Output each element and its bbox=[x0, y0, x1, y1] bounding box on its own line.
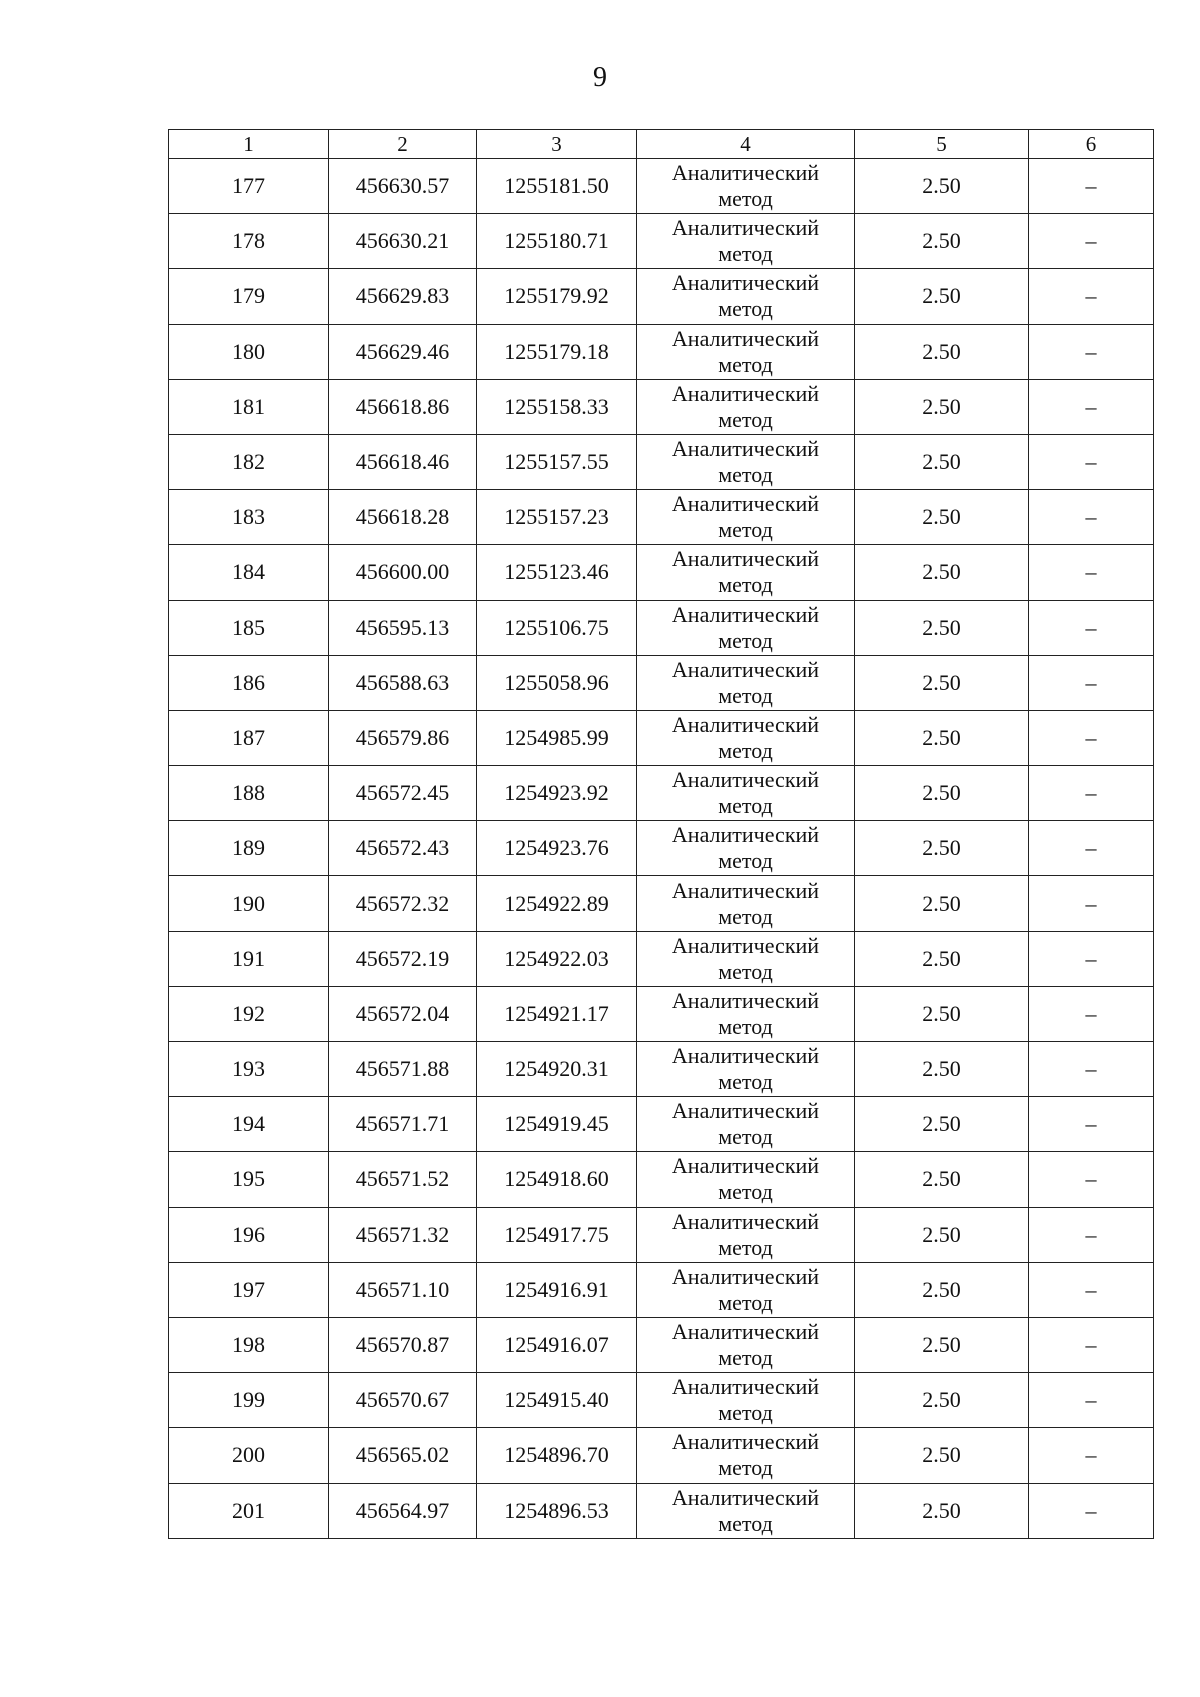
y-coordinate-cell: 1255180.71 bbox=[477, 214, 637, 269]
point-number-cell: 197 bbox=[169, 1262, 329, 1317]
table-row bbox=[169, 931, 1154, 986]
y-coordinate-cell: 1255106.75 bbox=[477, 600, 637, 655]
method-line-1: Аналитический bbox=[671, 160, 820, 186]
y-coordinate-cell: 1254917.75 bbox=[477, 1207, 637, 1262]
method-line-1: Аналитический bbox=[671, 877, 820, 903]
x-coordinate-cell: 456571.52 bbox=[329, 1152, 477, 1207]
method-line-1: Аналитический bbox=[671, 1153, 820, 1179]
note-cell: – bbox=[1029, 1152, 1154, 1207]
method-line-1: Аналитический bbox=[671, 1374, 820, 1400]
method-line-1: Аналитический bbox=[671, 546, 820, 572]
method-line-1: Аналитический bbox=[671, 822, 820, 848]
accuracy-cell: 2.50 bbox=[855, 986, 1029, 1041]
note-cell: – bbox=[1029, 1373, 1154, 1428]
method-cell bbox=[637, 1042, 855, 1097]
method-line-2: метод bbox=[718, 627, 773, 653]
point-number-cell: 180 bbox=[169, 324, 329, 379]
accuracy-cell: 2.50 bbox=[855, 269, 1029, 324]
method-cell bbox=[637, 324, 855, 379]
method-line-1: Аналитический bbox=[671, 1263, 820, 1289]
y-coordinate-cell: 1254919.45 bbox=[477, 1097, 637, 1152]
y-coordinate-cell: 1255058.96 bbox=[477, 655, 637, 710]
x-coordinate-cell: 456630.57 bbox=[329, 159, 477, 214]
y-coordinate-cell: 1254922.03 bbox=[477, 931, 637, 986]
y-coordinate-cell: 1254915.40 bbox=[477, 1373, 637, 1428]
table-row bbox=[169, 986, 1154, 1041]
method-cell bbox=[637, 1428, 855, 1483]
method-cell bbox=[637, 600, 855, 655]
y-coordinate-cell: 1255158.33 bbox=[477, 379, 637, 434]
method-line-2: метод bbox=[718, 1345, 773, 1371]
point-number-cell: 201 bbox=[169, 1483, 329, 1538]
method-line-2: метод bbox=[718, 296, 773, 322]
x-coordinate-cell: 456572.45 bbox=[329, 766, 477, 821]
point-number-cell: 179 bbox=[169, 269, 329, 324]
table-row bbox=[169, 490, 1154, 545]
method-line-2: метод bbox=[718, 1124, 773, 1150]
accuracy-cell: 2.50 bbox=[855, 1207, 1029, 1262]
x-coordinate-cell: 456588.63 bbox=[329, 655, 477, 710]
x-coordinate-cell: 456572.19 bbox=[329, 931, 477, 986]
method-cell bbox=[637, 1317, 855, 1372]
y-coordinate-cell: 1254921.17 bbox=[477, 986, 637, 1041]
point-number-cell: 200 bbox=[169, 1428, 329, 1483]
method-line-2: метод bbox=[718, 903, 773, 929]
table-row bbox=[169, 1097, 1154, 1152]
method-cell bbox=[637, 766, 855, 821]
table-row bbox=[169, 545, 1154, 600]
y-coordinate-cell: 1255157.55 bbox=[477, 434, 637, 489]
note-cell: – bbox=[1029, 710, 1154, 765]
accuracy-cell: 2.50 bbox=[855, 1373, 1029, 1428]
column-header-2: 2 bbox=[329, 130, 477, 159]
point-number-cell: 177 bbox=[169, 159, 329, 214]
x-coordinate-cell: 456572.32 bbox=[329, 876, 477, 931]
method-line-2: метод bbox=[718, 572, 773, 598]
method-cell bbox=[637, 1483, 855, 1538]
point-number-cell: 193 bbox=[169, 1042, 329, 1097]
method-line-1: Аналитический bbox=[671, 380, 820, 406]
method-line-2: метод bbox=[718, 351, 773, 377]
x-coordinate-cell: 456570.67 bbox=[329, 1373, 477, 1428]
table-row bbox=[169, 1317, 1154, 1372]
table-body bbox=[169, 159, 1154, 1539]
point-number-cell: 184 bbox=[169, 545, 329, 600]
note-cell: – bbox=[1029, 1207, 1154, 1262]
x-coordinate-cell: 456579.86 bbox=[329, 710, 477, 765]
method-line-1: Аналитический bbox=[671, 1429, 820, 1455]
note-cell: – bbox=[1029, 324, 1154, 379]
accuracy-cell: 2.50 bbox=[855, 490, 1029, 545]
method-cell bbox=[637, 1097, 855, 1152]
note-cell: – bbox=[1029, 1483, 1154, 1538]
method-line-2: метод bbox=[718, 1069, 773, 1095]
note-cell: – bbox=[1029, 545, 1154, 600]
point-number-cell: 198 bbox=[169, 1317, 329, 1372]
note-cell: – bbox=[1029, 490, 1154, 545]
y-coordinate-cell: 1255123.46 bbox=[477, 545, 637, 600]
x-coordinate-cell: 456629.83 bbox=[329, 269, 477, 324]
y-coordinate-cell: 1255181.50 bbox=[477, 159, 637, 214]
point-number-cell: 196 bbox=[169, 1207, 329, 1262]
accuracy-cell: 2.50 bbox=[855, 324, 1029, 379]
note-cell: – bbox=[1029, 1262, 1154, 1317]
accuracy-cell: 2.50 bbox=[855, 876, 1029, 931]
note-cell: – bbox=[1029, 269, 1154, 324]
point-number-cell: 188 bbox=[169, 766, 329, 821]
method-line-2: метод bbox=[718, 848, 773, 874]
table-row bbox=[169, 214, 1154, 269]
note-cell: – bbox=[1029, 655, 1154, 710]
note-cell: – bbox=[1029, 766, 1154, 821]
method-line-2: метод bbox=[718, 1400, 773, 1426]
note-cell: – bbox=[1029, 1042, 1154, 1097]
note-cell: – bbox=[1029, 1428, 1154, 1483]
note-cell: – bbox=[1029, 1097, 1154, 1152]
table-row bbox=[169, 710, 1154, 765]
method-line-1: Аналитический bbox=[671, 1319, 820, 1345]
x-coordinate-cell: 456571.88 bbox=[329, 1042, 477, 1097]
accuracy-cell: 2.50 bbox=[855, 710, 1029, 765]
y-coordinate-cell: 1254923.76 bbox=[477, 821, 637, 876]
point-number-cell: 182 bbox=[169, 434, 329, 489]
method-cell bbox=[637, 1207, 855, 1262]
point-number-cell: 185 bbox=[169, 600, 329, 655]
method-cell bbox=[637, 710, 855, 765]
page-number: 9 bbox=[593, 62, 607, 93]
method-line-1: Аналитический bbox=[671, 932, 820, 958]
x-coordinate-cell: 456571.32 bbox=[329, 1207, 477, 1262]
method-line-2: метод bbox=[718, 1510, 773, 1536]
method-line-2: метод bbox=[718, 186, 773, 212]
point-number-cell: 183 bbox=[169, 490, 329, 545]
method-cell bbox=[637, 876, 855, 931]
note-cell: – bbox=[1029, 931, 1154, 986]
accuracy-cell: 2.50 bbox=[855, 1042, 1029, 1097]
y-coordinate-cell: 1254922.89 bbox=[477, 876, 637, 931]
table-row bbox=[169, 1207, 1154, 1262]
point-number-cell: 199 bbox=[169, 1373, 329, 1428]
accuracy-cell: 2.50 bbox=[855, 655, 1029, 710]
method-line-2: метод bbox=[718, 517, 773, 543]
point-number-cell: 178 bbox=[169, 214, 329, 269]
y-coordinate-cell: 1255179.18 bbox=[477, 324, 637, 379]
point-number-cell: 195 bbox=[169, 1152, 329, 1207]
accuracy-cell: 2.50 bbox=[855, 1483, 1029, 1538]
table-row bbox=[169, 1483, 1154, 1538]
method-line-1: Аналитический bbox=[671, 325, 820, 351]
method-cell bbox=[637, 159, 855, 214]
method-line-1: Аналитический bbox=[671, 1043, 820, 1069]
accuracy-cell: 2.50 bbox=[855, 434, 1029, 489]
x-coordinate-cell: 456565.02 bbox=[329, 1428, 477, 1483]
x-coordinate-cell: 456595.13 bbox=[329, 600, 477, 655]
table-row bbox=[169, 1262, 1154, 1317]
accuracy-cell: 2.50 bbox=[855, 214, 1029, 269]
table-row bbox=[169, 766, 1154, 821]
table-row bbox=[169, 655, 1154, 710]
method-line-1: Аналитический bbox=[671, 1484, 820, 1510]
method-line-1: Аналитический bbox=[671, 656, 820, 682]
y-coordinate-cell: 1254896.70 bbox=[477, 1428, 637, 1483]
method-line-2: метод bbox=[718, 1455, 773, 1481]
method-line-1: Аналитический bbox=[671, 215, 820, 241]
method-cell bbox=[637, 986, 855, 1041]
method-line-2: метод bbox=[718, 1179, 773, 1205]
x-coordinate-cell: 456600.00 bbox=[329, 545, 477, 600]
table-row bbox=[169, 379, 1154, 434]
note-cell: – bbox=[1029, 821, 1154, 876]
accuracy-cell: 2.50 bbox=[855, 159, 1029, 214]
method-line-2: метод bbox=[718, 241, 773, 267]
method-line-2: метод bbox=[718, 1013, 773, 1039]
table-row bbox=[169, 1042, 1154, 1097]
note-cell: – bbox=[1029, 214, 1154, 269]
method-line-2: метод bbox=[718, 1234, 773, 1260]
method-line-1: Аналитический bbox=[671, 601, 820, 627]
column-header-1: 1 bbox=[169, 130, 329, 159]
method-line-1: Аналитический bbox=[671, 987, 820, 1013]
method-cell bbox=[637, 490, 855, 545]
x-coordinate-cell: 456630.21 bbox=[329, 214, 477, 269]
header-row bbox=[169, 130, 1154, 159]
accuracy-cell: 2.50 bbox=[855, 600, 1029, 655]
method-line-1: Аналитический bbox=[671, 767, 820, 793]
table-row bbox=[169, 876, 1154, 931]
accuracy-cell: 2.50 bbox=[855, 1097, 1029, 1152]
method-cell bbox=[637, 434, 855, 489]
column-header-3: 3 bbox=[477, 130, 637, 159]
table-row bbox=[169, 434, 1154, 489]
note-cell: – bbox=[1029, 876, 1154, 931]
accuracy-cell: 2.50 bbox=[855, 766, 1029, 821]
method-line-2: метод bbox=[718, 406, 773, 432]
accuracy-cell: 2.50 bbox=[855, 379, 1029, 434]
x-coordinate-cell: 456570.87 bbox=[329, 1317, 477, 1372]
table-row bbox=[169, 324, 1154, 379]
point-number-cell: 194 bbox=[169, 1097, 329, 1152]
table-row bbox=[169, 1373, 1154, 1428]
method-cell bbox=[637, 545, 855, 600]
x-coordinate-cell: 456572.04 bbox=[329, 986, 477, 1041]
note-cell: – bbox=[1029, 379, 1154, 434]
note-cell: – bbox=[1029, 986, 1154, 1041]
coordinates-table bbox=[168, 129, 1154, 1539]
y-coordinate-cell: 1254916.07 bbox=[477, 1317, 637, 1372]
y-coordinate-cell: 1254923.92 bbox=[477, 766, 637, 821]
accuracy-cell: 2.50 bbox=[855, 931, 1029, 986]
point-number-cell: 191 bbox=[169, 931, 329, 986]
x-coordinate-cell: 456618.86 bbox=[329, 379, 477, 434]
x-coordinate-cell: 456571.10 bbox=[329, 1262, 477, 1317]
method-cell bbox=[637, 1152, 855, 1207]
accuracy-cell: 2.50 bbox=[855, 1152, 1029, 1207]
method-cell bbox=[637, 1262, 855, 1317]
method-line-1: Аналитический bbox=[671, 711, 820, 737]
x-coordinate-cell: 456629.46 bbox=[329, 324, 477, 379]
x-coordinate-cell: 456571.71 bbox=[329, 1097, 477, 1152]
y-coordinate-cell: 1255157.23 bbox=[477, 490, 637, 545]
column-header-5: 5 bbox=[855, 130, 1029, 159]
method-cell bbox=[637, 214, 855, 269]
table-header bbox=[169, 130, 1154, 159]
accuracy-cell: 2.50 bbox=[855, 1317, 1029, 1372]
x-coordinate-cell: 456572.43 bbox=[329, 821, 477, 876]
method-line-2: метод bbox=[718, 682, 773, 708]
y-coordinate-cell: 1254985.99 bbox=[477, 710, 637, 765]
method-line-1: Аналитический bbox=[671, 270, 820, 296]
method-line-2: метод bbox=[718, 958, 773, 984]
y-coordinate-cell: 1254918.60 bbox=[477, 1152, 637, 1207]
y-coordinate-cell: 1255179.92 bbox=[477, 269, 637, 324]
column-header-6: 6 bbox=[1029, 130, 1154, 159]
method-line-2: метод bbox=[718, 793, 773, 819]
table-row bbox=[169, 600, 1154, 655]
note-cell: – bbox=[1029, 1317, 1154, 1372]
method-line-1: Аналитический bbox=[671, 436, 820, 462]
table-row bbox=[169, 1152, 1154, 1207]
accuracy-cell: 2.50 bbox=[855, 821, 1029, 876]
column-header-4: 4 bbox=[637, 130, 855, 159]
method-cell bbox=[637, 821, 855, 876]
table-row bbox=[169, 1428, 1154, 1483]
method-line-2: метод bbox=[718, 737, 773, 763]
accuracy-cell: 2.50 bbox=[855, 545, 1029, 600]
note-cell: – bbox=[1029, 159, 1154, 214]
point-number-cell: 192 bbox=[169, 986, 329, 1041]
method-cell bbox=[637, 931, 855, 986]
note-cell: – bbox=[1029, 600, 1154, 655]
point-number-cell: 186 bbox=[169, 655, 329, 710]
accuracy-cell: 2.50 bbox=[855, 1428, 1029, 1483]
note-cell: – bbox=[1029, 434, 1154, 489]
y-coordinate-cell: 1254920.31 bbox=[477, 1042, 637, 1097]
x-coordinate-cell: 456618.28 bbox=[329, 490, 477, 545]
y-coordinate-cell: 1254896.53 bbox=[477, 1483, 637, 1538]
method-line-2: метод bbox=[718, 1289, 773, 1315]
method-cell bbox=[637, 379, 855, 434]
accuracy-cell: 2.50 bbox=[855, 1262, 1029, 1317]
y-coordinate-cell: 1254916.91 bbox=[477, 1262, 637, 1317]
point-number-cell: 181 bbox=[169, 379, 329, 434]
table-row bbox=[169, 821, 1154, 876]
method-cell bbox=[637, 269, 855, 324]
x-coordinate-cell: 456618.46 bbox=[329, 434, 477, 489]
method-line-2: метод bbox=[718, 462, 773, 488]
x-coordinate-cell: 456564.97 bbox=[329, 1483, 477, 1538]
method-line-1: Аналитический bbox=[671, 1208, 820, 1234]
table-row bbox=[169, 159, 1154, 214]
point-number-cell: 190 bbox=[169, 876, 329, 931]
point-number-cell: 187 bbox=[169, 710, 329, 765]
method-line-1: Аналитический bbox=[671, 1098, 820, 1124]
table-row bbox=[169, 269, 1154, 324]
method-line-1: Аналитический bbox=[671, 491, 820, 517]
point-number-cell: 189 bbox=[169, 821, 329, 876]
method-cell bbox=[637, 655, 855, 710]
method-cell bbox=[637, 1373, 855, 1428]
